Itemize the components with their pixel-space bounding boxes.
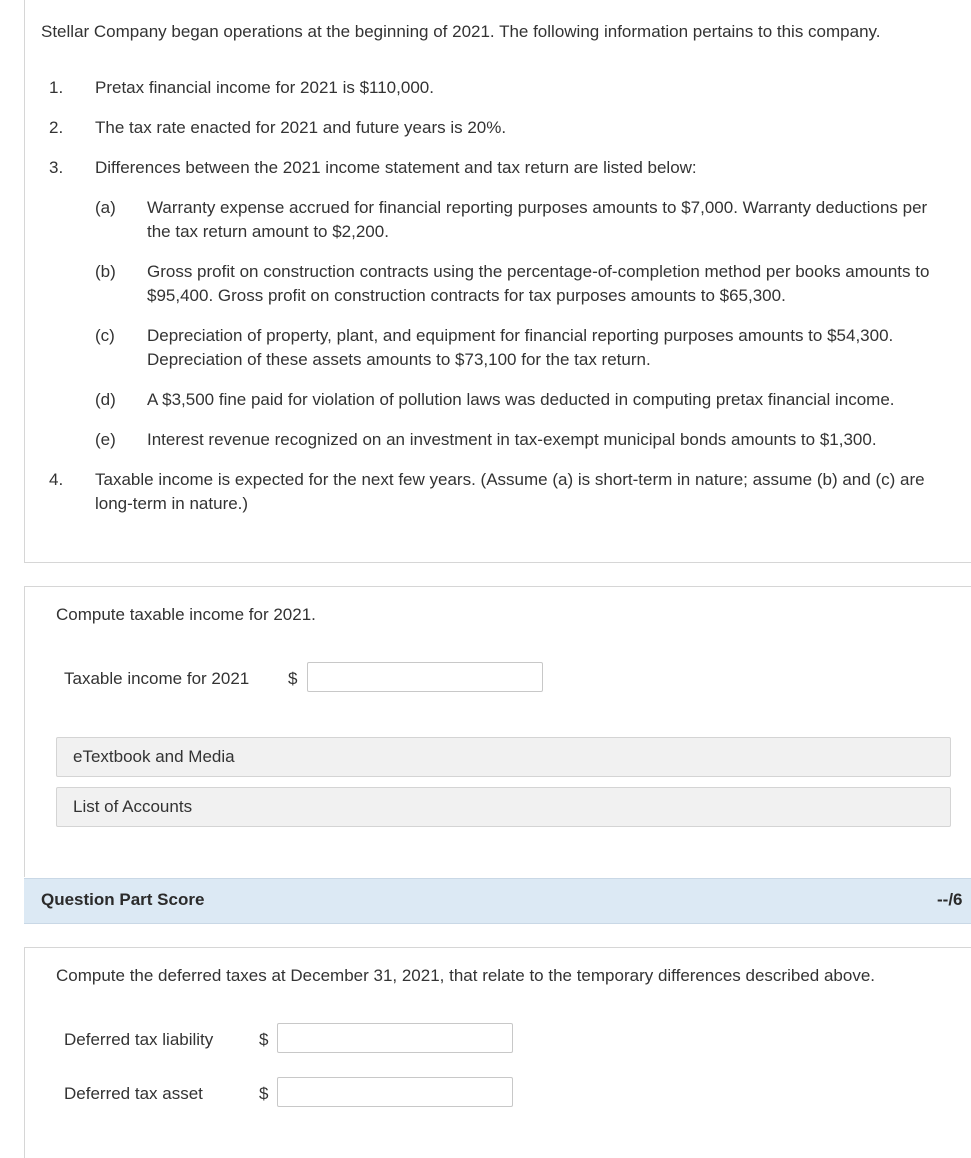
subitem-text: Warranty expense accrued for financial reporting purposes amounts to $7,000. Warranty deductions per the tax return amount to $2,200. xyxy=(147,198,928,241)
subitem-letter: (e) xyxy=(95,430,116,449)
question-part-1 xyxy=(24,586,971,877)
score-label: Question Part Score xyxy=(41,890,205,909)
item-text: Pretax financial income for 2021 is $110,000. xyxy=(95,78,434,97)
subitem-letter: (b) xyxy=(95,262,116,281)
item-text: Differences between the 2021 income statement and tax return are listed below: xyxy=(95,158,697,177)
subitem-text: Interest revenue recognized on an investment in tax-exempt municipal bonds amounts to $1,300. xyxy=(147,430,877,449)
subitem-letter: (c) xyxy=(95,326,115,345)
taxable-income-input[interactable] xyxy=(307,662,543,692)
taxable-income-label: Taxable income for 2021 xyxy=(64,669,250,688)
item-text: Taxable income is expected for the next few years. (Assume (a) is short-term in nature; assume (b) and (c) are long-term in nature.) xyxy=(95,470,925,513)
deferred-tax-asset-input[interactable] xyxy=(277,1077,513,1107)
currency-symbol: $ xyxy=(259,1030,269,1049)
subitem-text: Depreciation of property, plant, and equipment for financial reporting purposes amounts to $54,300. Depreciation of these assets amounts to $73,100 for the tax return. xyxy=(147,326,894,369)
score-value: --/6 xyxy=(937,890,963,909)
item-number: 2. xyxy=(49,118,64,137)
part1-prompt: Compute taxable income for 2021. xyxy=(56,605,316,624)
item-text: The tax rate enacted for 2021 and future years is 20%. xyxy=(95,118,507,137)
currency-symbol: $ xyxy=(259,1084,269,1103)
deferred-tax-liability-input[interactable] xyxy=(277,1023,513,1053)
subitem-text: A $3,500 fine paid for violation of pollution laws was deducted in computing pretax financial income. xyxy=(147,390,895,409)
item-number: 4. xyxy=(49,470,64,489)
subitem-letter: (a) xyxy=(95,198,116,217)
currency-symbol: $ xyxy=(288,669,298,688)
item-number: 3. xyxy=(49,158,64,177)
deferred-tax-liability-label: Deferred tax liability xyxy=(64,1030,214,1049)
part2-prompt: Compute the deferred taxes at December 31, 2021, that relate to the temporary differences described above. xyxy=(56,966,875,985)
list-of-accounts-button[interactable]: List of Accounts xyxy=(56,787,951,827)
subitem-text: Gross profit on construction contracts using the percentage-of-completion method per books amounts to $95,400. Gross profit on construction contracts for tax purposes amounts to $65,300. xyxy=(147,262,930,305)
subitem-letter: (d) xyxy=(95,390,116,409)
deferred-tax-asset-label: Deferred tax asset xyxy=(64,1084,203,1103)
item-number: 1. xyxy=(49,78,64,97)
problem-intro: Stellar Company began operations at the beginning of 2021. The following information pertains to this company. xyxy=(41,22,881,41)
etextbook-button[interactable]: eTextbook and Media xyxy=(56,737,951,777)
